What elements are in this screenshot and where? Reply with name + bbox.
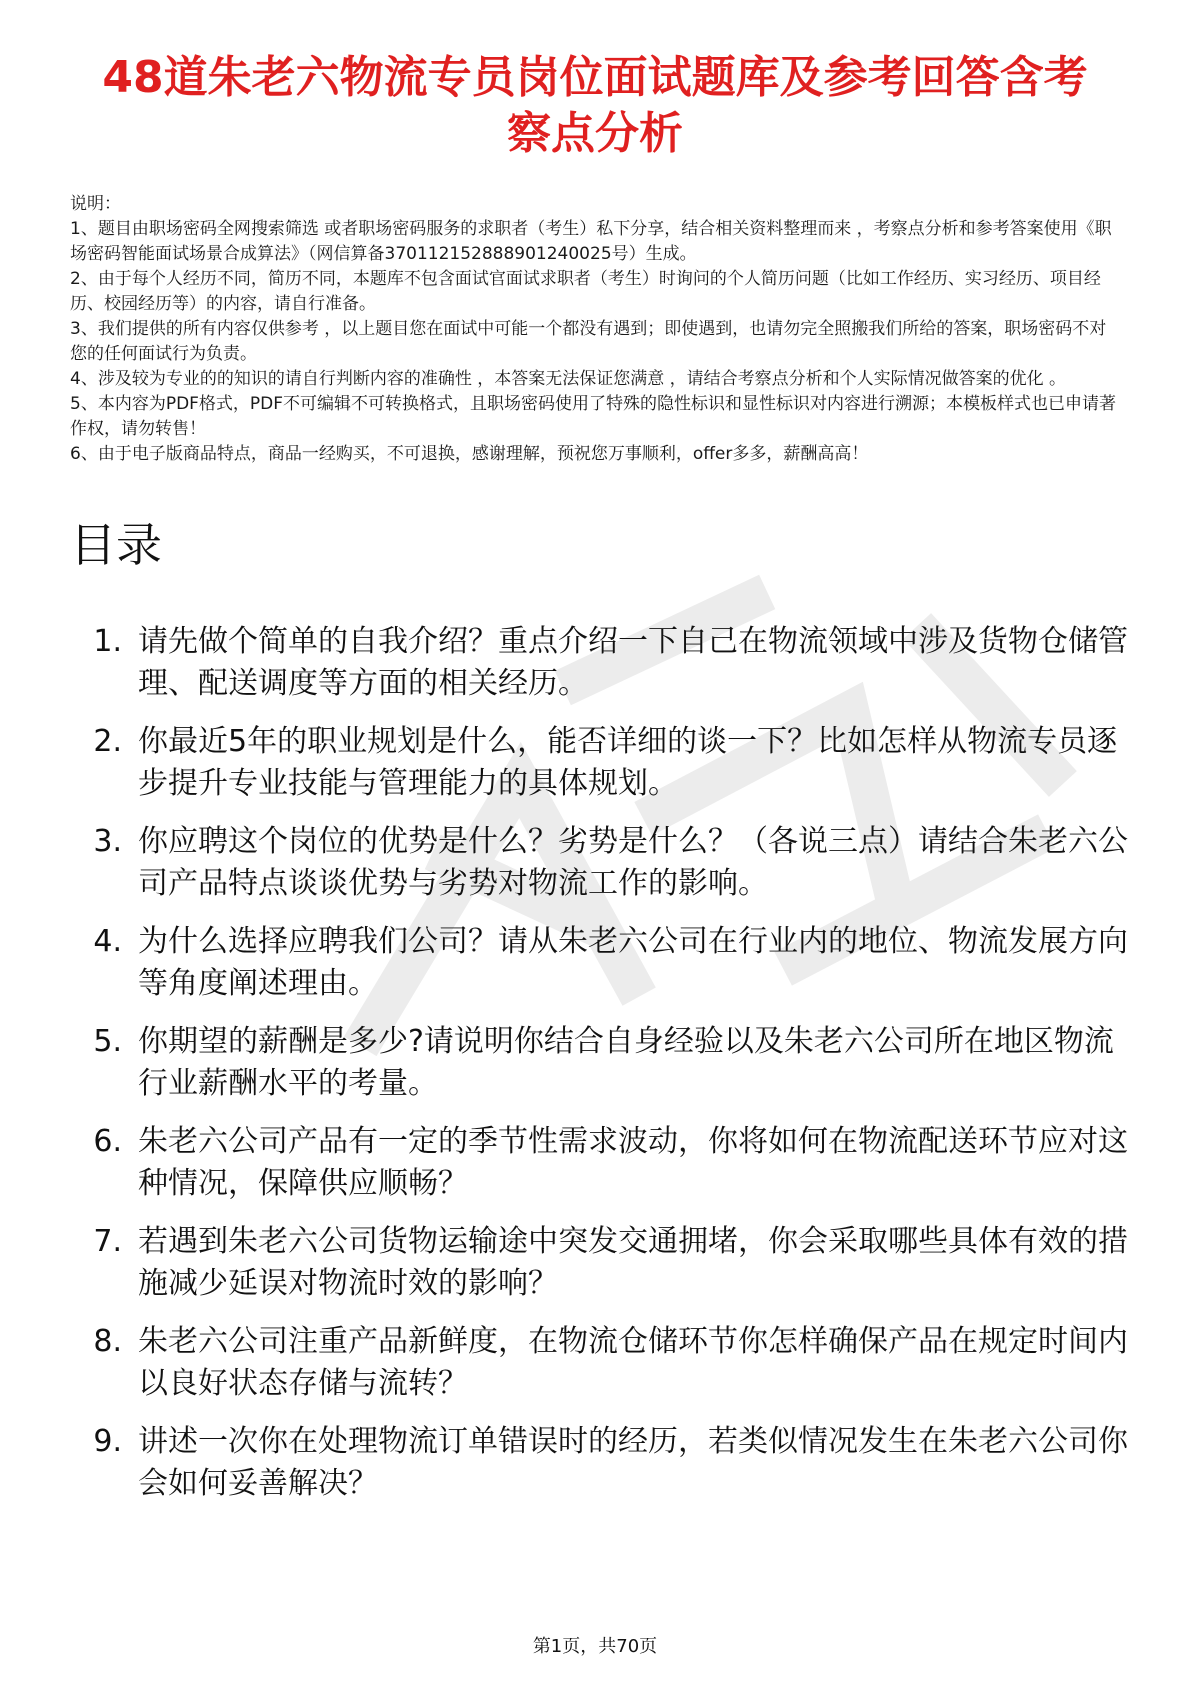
toc-item[interactable] (70, 621, 1130, 705)
toc-item-number: 7. (93, 1224, 122, 1259)
toc-item[interactable] (70, 1121, 1130, 1205)
notes-line: 6、由于电子版商品特点，商品一经购买，不可退换，感谢理解，预祝您万事顺利，offer多多，薪酬高高！ (70, 444, 869, 464)
notes-line: 4、涉及较为专业的的知识的请自行判断内容的准确性 ，本答案无法保证您满意 ，请结合考察点分析和个人实际情况做答案的优化 。 (70, 369, 1067, 389)
toc-item-text: 你应聘这个岗位的优势是什么？劣势是什么？（各说三点）请结合朱老六公司产品特点谈谈优势与劣势对物流工作的影响。 (138, 824, 1128, 901)
toc-item-number: 8. (93, 1324, 122, 1359)
toc-item-number: 9. (93, 1424, 122, 1459)
toc-item-text: 你期望的薪酬是多少?请说明你结合自身经验以及朱老六公司所在地区物流行业薪酬水平的考量。 (138, 1024, 1114, 1101)
notes-section (70, 192, 1120, 467)
toc-list (70, 621, 1130, 1505)
notes-line: 说明： (70, 194, 121, 214)
toc-item-number: 2. (93, 724, 122, 759)
toc-item-text: 朱老六公司产品有一定的季节性需求波动，你将如何在物流配送环节应对这种情况，保障供应顺畅？ (138, 1124, 1128, 1201)
toc-item[interactable] (70, 1321, 1130, 1405)
notes-line: 1、题目由职场密码全网搜索筛选 或者职场密码服务的求职者（考生）私下分享，结合相关资料整理而来 ，考察点分析和参考答案使用《职场密码智能面试场景合成算法》（网信算备370112152888901240025号）生成。 (70, 219, 1112, 264)
toc-heading: 目录 (70, 518, 162, 572)
notes-line: 5、本内容为PDF格式，PDF不可编辑不可转换格式，且职场密码使用了特殊的隐性标识和显性标识对内容进行溯源；本模板样式也已申请著作权，请勿转售！ (70, 394, 1117, 439)
document-title: 48道朱老六物流专员岗位面试题库及参考回答含考察点分析 (102, 52, 1088, 159)
toc-item-number: 5. (93, 1024, 122, 1059)
toc-item-number: 1. (93, 624, 122, 659)
toc-item[interactable] (70, 1421, 1130, 1505)
notes-line: 3、我们提供的所有内容仅供参考 ，以上题目您在面试中可能一个都没有遇到；即使遇到，也请勿完全照搬我们所给的答案，职场密码不对您的任何面试行为负责。 (70, 319, 1107, 364)
toc-item-number: 3. (93, 824, 122, 859)
toc-item-number: 4. (93, 924, 122, 959)
toc-item[interactable] (70, 1221, 1130, 1305)
toc-item-text: 讲述一次你在处理物流订单错误时的经历，若类似情况发生在朱老六公司你会如何妥善解决？ (138, 1424, 1128, 1501)
toc-item-text: 为什么选择应聘我们公司？请从朱老六公司在行业内的地位、物流发展方向等角度阐述理由。 (138, 924, 1128, 1001)
page-footer: 第1页，共70页 (532, 1636, 658, 1657)
toc-item-text: 若遇到朱老六公司货物运输途中突发交通拥堵，你会采取哪些具体有效的措施减少延误对物流时效的影响？ (138, 1224, 1128, 1301)
toc-item[interactable] (70, 721, 1130, 805)
toc-item[interactable] (70, 821, 1130, 905)
toc-item-text: 你最近5年的职业规划是什么，能否详细的谈一下？比如怎样从物流专员逐步提升专业技能与管理能力的具体规划。 (138, 724, 1118, 801)
notes-line: 2、由于每个人经历不同，简历不同，本题库不包含面试官面试求职者（考生）时询问的个人简历问题（比如工作经历、实习经历、项目经历、校园经历等）的内容，请自行准备。 (70, 269, 1101, 314)
toc-item[interactable] (70, 1021, 1130, 1105)
toc-item[interactable] (70, 921, 1130, 1005)
toc-item-text: 朱老六公司注重产品新鲜度，在物流仓储环节你怎样确保产品在规定时间内以良好状态存储与流转？ (138, 1324, 1128, 1401)
toc-item-text: 请先做个简单的自我介绍？重点介绍一下自己在物流领域中涉及货物仓储管理、配送调度等方面的相关经历。 (138, 624, 1128, 701)
toc-item-number: 6. (93, 1124, 122, 1159)
